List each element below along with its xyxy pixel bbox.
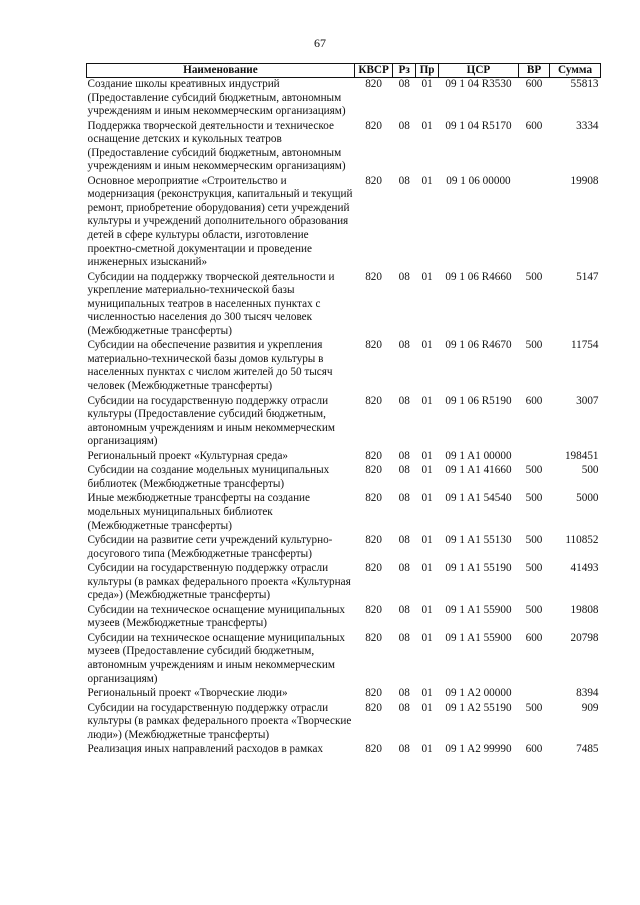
cell-sum: 11754 <box>570 339 599 352</box>
cell-name: Субсидии на техническое оснащение муниципальных музеев (Предоставление субсидий бюджетным, автономным учреждениям и иным некоммерческим организациям) <box>87 631 346 685</box>
cell-name: Реализация иных направлений расходов в рамках <box>87 743 324 756</box>
cell-csr: 09 1 A1 55900 <box>445 631 512 644</box>
cell-sum: 909 <box>581 701 599 714</box>
cell-csr: 09 1 A2 55190 <box>445 701 512 714</box>
cell-sum: 110852 <box>565 534 599 547</box>
cell-csr: 09 1 A1 00000 <box>445 449 512 462</box>
cell-name: Субсидии на государственную поддержку отрасли культуры (Предоставление субсидий бюджетным, автономным учреждениям и иным некоммерческим организациям) <box>87 394 335 448</box>
cell-sum: 3334 <box>576 119 599 132</box>
table-row <box>87 491 601 533</box>
cell-name: Субсидии на государственную поддержку отрасли культуры (в рамках федерального проекта «Культурная среда») (Межбюджетные трансферты) <box>87 562 351 602</box>
cell-vr: 500 <box>525 534 543 547</box>
cell-vr: 600 <box>525 631 543 644</box>
cell-name: Субсидии на создание модельных муниципальных библиотек (Межбюджетные трансферты) <box>87 464 330 490</box>
header-sum: Сумма <box>550 64 601 78</box>
cell-vr: 600 <box>525 743 543 756</box>
header-kvsr: КВСР <box>354 64 392 78</box>
cell-name: Субсидии на обеспечение развития и укрепления материально-технической базы домов культуры в населенных пунктах с числом жителей до 50 тысяч человек (Межбюджетные трансферты) <box>87 339 333 393</box>
cell-rz: 08 <box>398 687 410 700</box>
table-row <box>87 270 601 339</box>
cell-vr: 500 <box>525 492 543 505</box>
cell-rz: 08 <box>398 603 410 616</box>
cell-rz: 08 <box>398 339 410 352</box>
cell-rz: 08 <box>398 492 410 505</box>
cell-sum: 8394 <box>576 687 599 700</box>
cell-csr: 09 1 06 R4660 <box>445 270 512 283</box>
cell-rz: 08 <box>398 78 410 90</box>
cell-name: Создание школы креативных индустрий (Предоставление субсидий бюджетным, автономным учреждениям и иным некоммерческим организациям) <box>87 78 346 118</box>
cell-csr: 09 1 06 R5190 <box>445 394 512 407</box>
cell-pr: 01 <box>421 339 433 352</box>
cell-pr: 01 <box>421 270 433 283</box>
header-pr: Пр <box>416 64 439 78</box>
cell-kvsr: 820 <box>365 603 382 616</box>
table-row <box>87 701 601 743</box>
cell-kvsr: 820 <box>365 464 382 477</box>
cell-kvsr: 820 <box>365 492 382 505</box>
cell-rz: 08 <box>398 534 410 547</box>
table-header-row <box>87 64 601 78</box>
cell-csr: 09 1 A2 99990 <box>445 743 512 756</box>
header-vr: ВР <box>518 64 549 78</box>
cell-csr: 09 1 A1 55900 <box>445 603 512 616</box>
cell-csr: 09 1 06 00000 <box>446 174 511 187</box>
cell-rz: 08 <box>398 174 410 187</box>
cell-sum: 20798 <box>570 631 599 644</box>
cell-pr: 01 <box>421 743 433 756</box>
table-row <box>87 338 601 393</box>
header-csr: ЦСР <box>438 64 518 78</box>
cell-vr <box>518 174 549 270</box>
cell-vr: 600 <box>525 394 543 407</box>
cell-csr: 09 1 A1 55190 <box>445 562 512 575</box>
table-body <box>87 78 601 757</box>
cell-kvsr: 820 <box>365 562 382 575</box>
budget-table <box>86 63 601 757</box>
cell-name: Субсидии на техническое оснащение муниципальных музеев (Межбюджетные трансферты) <box>87 603 346 630</box>
cell-kvsr: 820 <box>365 119 382 132</box>
table-row <box>87 119 601 174</box>
cell-rz: 08 <box>398 743 410 756</box>
cell-rz: 08 <box>398 394 410 407</box>
cell-vr: 500 <box>525 603 543 616</box>
cell-pr: 01 <box>421 534 433 547</box>
cell-csr: 09 1 A2 00000 <box>445 687 512 700</box>
table-row <box>87 174 601 270</box>
cell-pr: 01 <box>421 78 433 90</box>
cell-rz: 08 <box>398 449 410 462</box>
cell-csr: 09 1 04 R3530 <box>445 78 512 90</box>
cell-kvsr: 820 <box>365 174 382 187</box>
cell-csr: 09 1 A1 55130 <box>445 534 512 547</box>
cell-kvsr: 820 <box>365 78 382 90</box>
cell-pr: 01 <box>421 174 433 187</box>
cell-name: Поддержка творческой деятельности и техническое оснащение детских и кукольных театров (Предоставление субсидий бюджетным, автономным учреждениям и иным некоммерческим организациям) <box>87 119 346 173</box>
cell-name: Региональный проект «Культурная среда» <box>87 449 289 462</box>
cell-vr: 500 <box>525 339 543 352</box>
cell-pr: 01 <box>421 701 433 714</box>
cell-sum: 5000 <box>576 492 599 505</box>
cell-rz: 08 <box>398 701 410 714</box>
table-row <box>87 742 601 757</box>
cell-vr <box>518 686 549 701</box>
cell-kvsr: 820 <box>365 449 382 462</box>
page-number: 67 <box>314 36 326 50</box>
table-row <box>87 686 601 701</box>
cell-pr: 01 <box>421 492 433 505</box>
cell-sum: 19908 <box>570 174 599 187</box>
cell-sum: 3007 <box>576 394 599 407</box>
cell-pr: 01 <box>421 562 433 575</box>
cell-pr: 01 <box>421 603 433 616</box>
cell-rz: 08 <box>398 119 410 132</box>
cell-sum: 55813 <box>570 78 599 90</box>
cell-name: Основное мероприятие «Строительство и модернизация (реконструкция, капитальный и текущий ремонт, приобретение оборудования) сети учреждений культуры и учреждений дополнительного образования детей в сфере культуры области, изготовление проектно-сметной документации и проведение инженерных изысканий» <box>87 174 353 269</box>
table-row <box>87 463 601 491</box>
cell-vr: 500 <box>525 701 543 714</box>
cell-kvsr: 820 <box>365 701 382 714</box>
cell-csr: 09 1 04 R5170 <box>445 119 512 132</box>
cell-rz: 08 <box>398 270 410 283</box>
cell-name: Субсидии на развитие сети учреждений культурно-досугового типа (Межбюджетные трансферты) <box>87 534 333 560</box>
cell-rz: 08 <box>398 562 410 575</box>
cell-pr: 01 <box>421 119 433 132</box>
cell-vr: 500 <box>525 562 543 575</box>
cell-kvsr: 820 <box>365 534 382 547</box>
cell-sum: 19808 <box>570 603 599 616</box>
cell-csr: 09 1 A1 41660 <box>445 464 512 477</box>
cell-pr: 01 <box>421 394 433 407</box>
cell-name: Субсидии на государственную поддержку отрасли культуры (в рамках федерального проекта «Творческие люди») (Межбюджетные трансферты) <box>87 701 352 741</box>
cell-sum: 7485 <box>576 743 599 756</box>
cell-kvsr: 820 <box>365 339 382 352</box>
table-row <box>87 533 601 561</box>
table-row <box>87 78 601 119</box>
cell-csr: 09 1 06 R4670 <box>445 339 512 352</box>
header-name: Наименование <box>87 64 355 78</box>
cell-rz: 08 <box>398 631 410 644</box>
cell-vr: 500 <box>525 464 543 477</box>
cell-kvsr: 820 <box>365 394 382 407</box>
cell-pr: 01 <box>421 687 433 700</box>
table-row <box>87 449 601 464</box>
cell-kvsr: 820 <box>365 687 382 700</box>
cell-kvsr: 820 <box>365 743 382 756</box>
cell-kvsr: 820 <box>365 270 382 283</box>
cell-sum: 198451 <box>564 449 599 462</box>
table-row <box>87 631 601 686</box>
cell-vr: 500 <box>525 270 543 283</box>
cell-vr: 600 <box>525 119 543 132</box>
cell-name: Иные межбюджетные трансферты на создание модельных муниципальных библиотек (Межбюджетные трансферты) <box>87 492 311 532</box>
cell-pr: 01 <box>421 631 433 644</box>
cell-sum: 41493 <box>570 562 599 575</box>
cell-csr: 09 1 A1 54540 <box>445 492 512 505</box>
cell-name: Субсидии на поддержку творческой деятельности и укрепление материально-технической базы муниципальных театров в населенных пунктах с численностью населения до 300 тысяч человек (Межбюджетные трансферты) <box>87 270 335 337</box>
header-rz: Рз <box>393 64 416 78</box>
cell-sum: 5147 <box>576 270 599 283</box>
cell-kvsr: 820 <box>365 631 382 644</box>
table-row <box>87 394 601 449</box>
cell-pr: 01 <box>421 464 433 477</box>
cell-sum: 500 <box>581 464 599 477</box>
cell-pr: 01 <box>421 449 433 462</box>
cell-vr: 600 <box>525 78 543 90</box>
cell-vr <box>518 449 549 464</box>
table-row <box>87 603 601 631</box>
cell-rz: 08 <box>398 464 410 477</box>
cell-name: Региональный проект «Творческие люди» <box>87 687 288 700</box>
table-row <box>87 561 601 603</box>
